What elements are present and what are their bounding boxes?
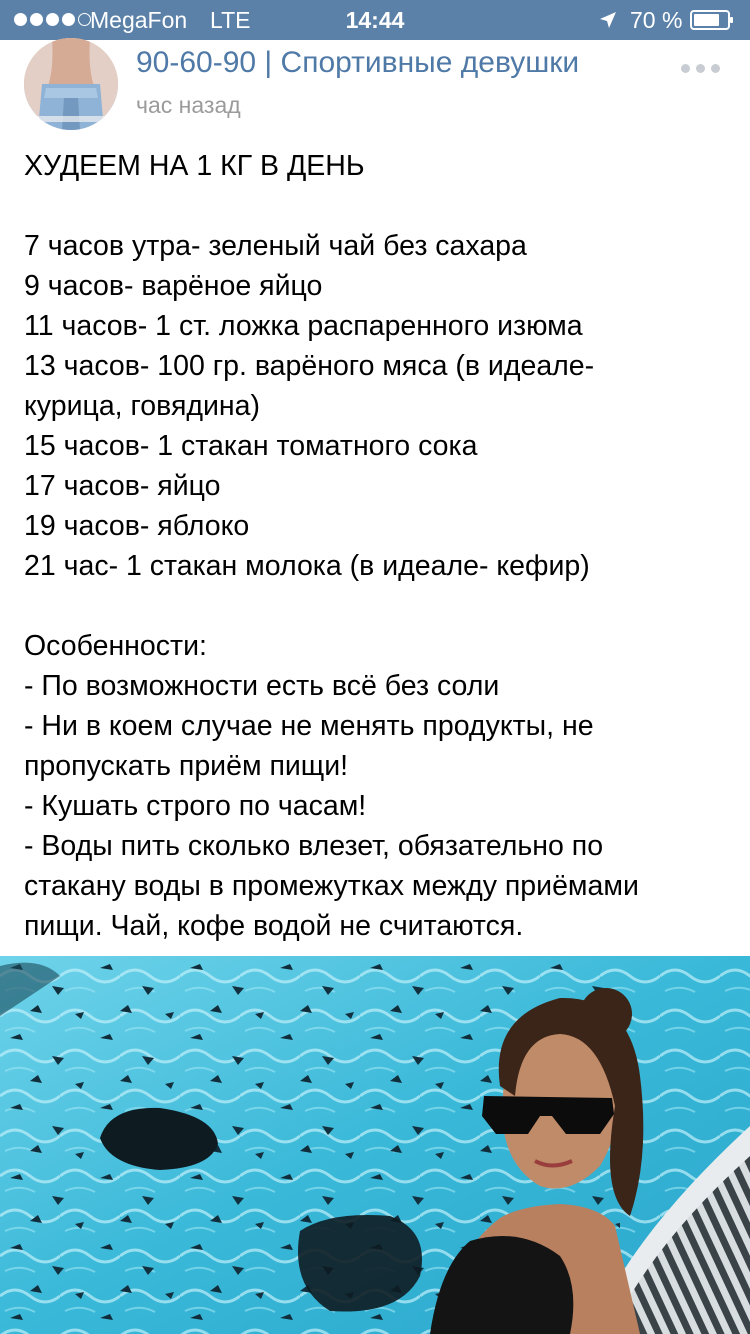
group-name-link[interactable]: 90-60-90 | Спортивные девушки xyxy=(136,46,580,79)
carrier-name: MegaFon xyxy=(90,7,188,33)
battery-icon xyxy=(690,10,734,30)
notes-line: стакану воды в промежутках между приёмами xyxy=(24,870,639,902)
schedule-line: 15 часов- 1 стакан томатного сока xyxy=(24,430,478,462)
post-timestamp: час назад xyxy=(136,92,241,118)
schedule-line: 11 часов- 1 ст. ложка распаренного изюма xyxy=(24,310,583,342)
pool-photo-image xyxy=(0,956,750,1334)
dot xyxy=(711,64,720,73)
notes-line: - По возможности есть всё без соли xyxy=(24,670,500,702)
notes-line: - Воды пить сколько влезет, обязательно по xyxy=(24,830,604,862)
schedule-line: 7 часов утра- зеленый чай без сахара xyxy=(24,230,527,262)
dot xyxy=(681,64,690,73)
schedule-line: 19 часов- яблоко xyxy=(24,510,250,542)
notes-heading: Особенности: xyxy=(24,630,207,662)
schedule-line: 17 часов- яйцо xyxy=(24,470,221,502)
schedule-line: 13 часов- 100 гр. варёного мяса (в идеале- xyxy=(24,350,595,382)
avatar-image xyxy=(24,38,118,130)
notes-line: пищи. Чай, кофе водой не считаются. xyxy=(24,910,524,942)
schedule-line: 9 часов- варёное яйцо xyxy=(24,270,323,302)
notes-line: - Кушать строго по часам! xyxy=(24,790,367,822)
location-arrow-icon xyxy=(598,10,618,30)
dot xyxy=(696,64,705,73)
schedule-line: курица, говядина) xyxy=(24,390,261,422)
status-bar xyxy=(0,0,750,40)
post-body xyxy=(24,146,730,946)
spacer xyxy=(24,186,730,226)
notes-line: - Ни в коем случае не менять продукты, не xyxy=(24,710,594,742)
clock: 14:44 xyxy=(345,7,405,33)
network-type: LTE xyxy=(210,7,251,33)
notes-line: пропускать приём пищи! xyxy=(24,750,349,782)
battery-percent: 70 % xyxy=(630,7,683,33)
post-photo[interactable] xyxy=(0,956,750,1334)
spacer xyxy=(24,586,730,626)
schedule-line: 21 час- 1 стакан молока (в идеале- кефир) xyxy=(24,550,590,582)
more-dots-icon[interactable] xyxy=(678,58,722,78)
post-title: ХУДЕЕМ НА 1 КГ В ДЕНЬ xyxy=(24,150,365,182)
group-avatar[interactable] xyxy=(24,38,118,130)
